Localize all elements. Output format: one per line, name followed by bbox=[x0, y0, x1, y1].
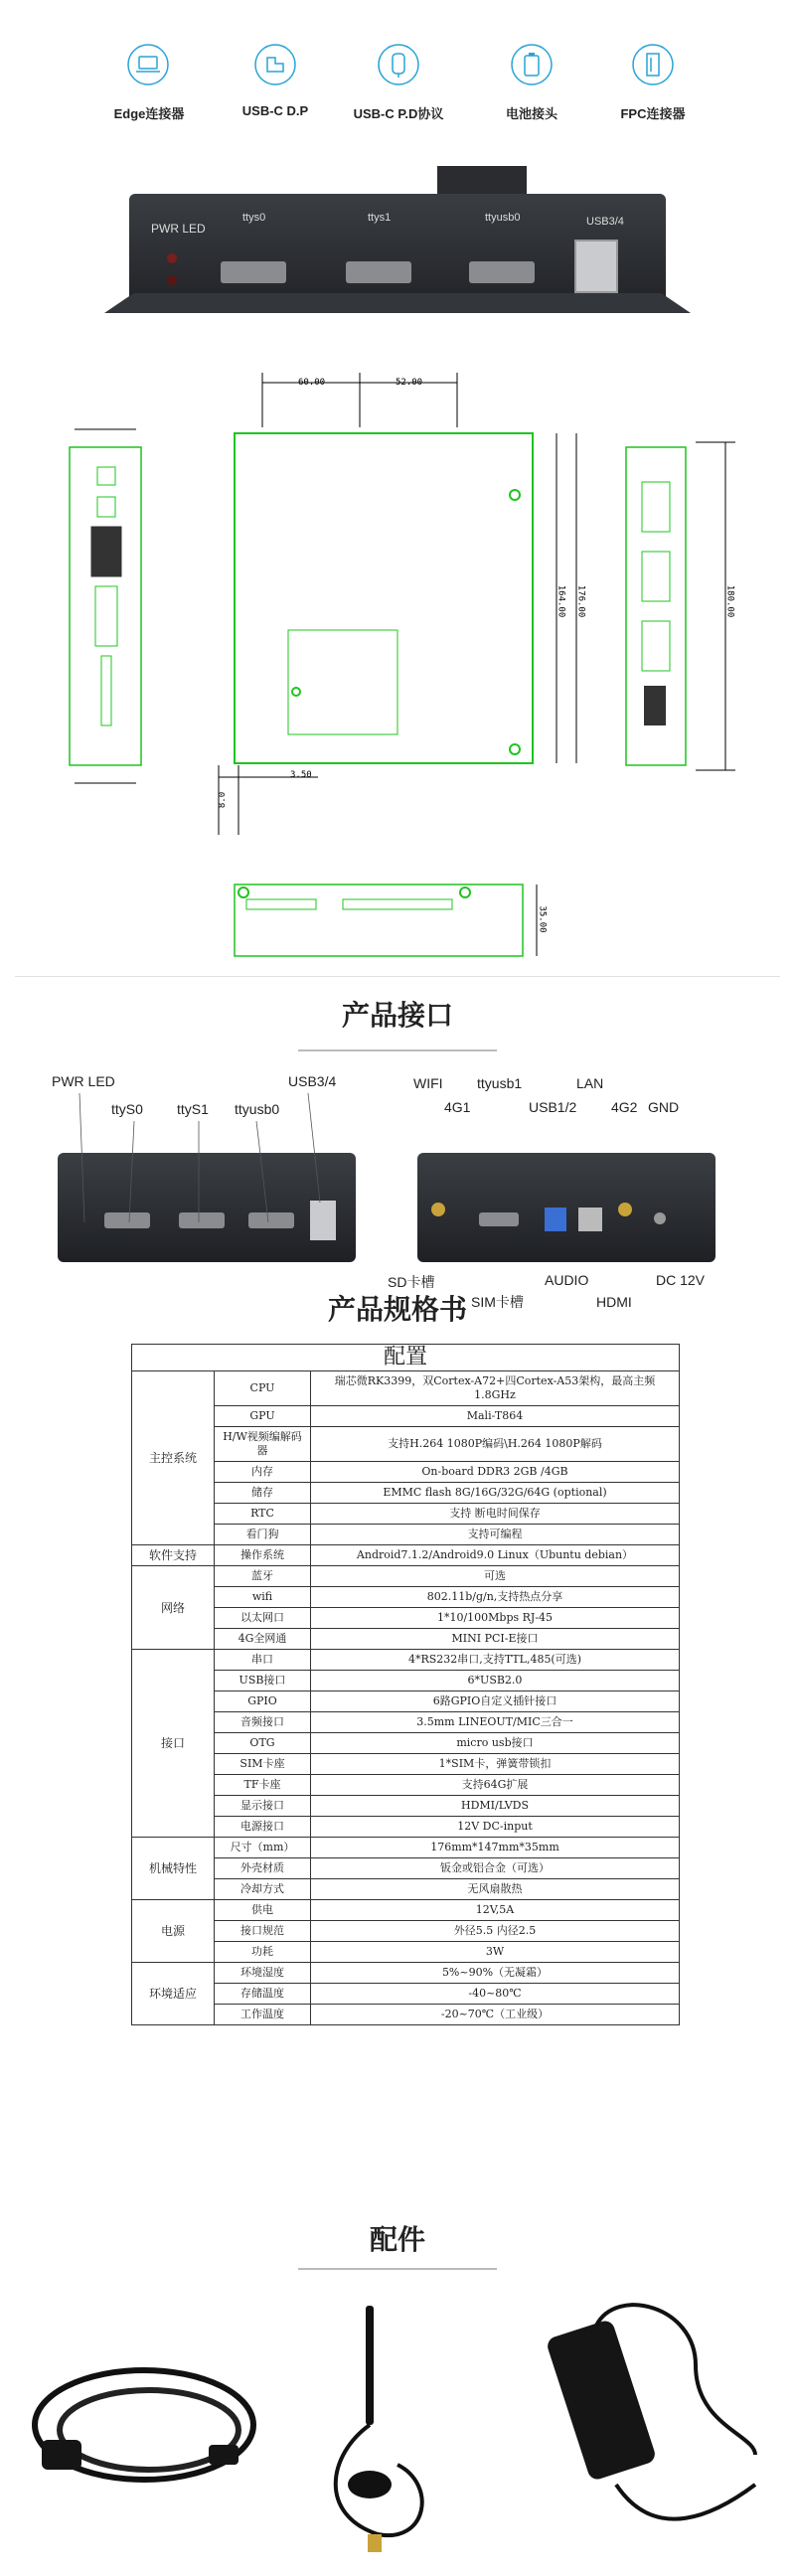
spec-item: 储存 bbox=[215, 1483, 311, 1504]
top-view bbox=[219, 373, 576, 835]
spec-value: 无风扇散热 bbox=[311, 1879, 680, 1900]
spec-value: 可选 bbox=[311, 1566, 680, 1587]
spec-value: 支持H.264 1080P编码\H.264 1080P解码 bbox=[311, 1427, 680, 1462]
spec-category: 环境适应 bbox=[132, 1963, 215, 2025]
spec-value: 12V,5A bbox=[311, 1900, 680, 1921]
spec-category: 机械特性 bbox=[132, 1838, 215, 1900]
spec-row bbox=[132, 1427, 680, 1462]
divider bbox=[298, 2268, 497, 2270]
spec-item: 供电 bbox=[215, 1900, 311, 1921]
serial-port bbox=[469, 261, 535, 283]
laptop-icon bbox=[127, 44, 169, 85]
left-side-view bbox=[70, 429, 141, 783]
accessories-illustration bbox=[0, 2286, 795, 2571]
spec-row bbox=[132, 1650, 680, 1671]
spec-row bbox=[132, 1733, 680, 1754]
port-label: ttyS0 bbox=[111, 1101, 143, 1117]
spec-item: GPU bbox=[215, 1406, 311, 1427]
spec-value: 1*10/100Mbps RJ-45 bbox=[311, 1608, 680, 1629]
spec-value: -20~70℃（工业级） bbox=[311, 2005, 680, 2025]
spec-item: OTG bbox=[215, 1733, 311, 1754]
spec-item: 电源接口 bbox=[215, 1817, 311, 1838]
port-label: DC 12V bbox=[656, 1272, 706, 1288]
spec-row bbox=[132, 1775, 680, 1796]
spec-item: 以太网口 bbox=[215, 1608, 311, 1629]
spec-item: USB接口 bbox=[215, 1671, 311, 1691]
serial-port bbox=[221, 261, 286, 283]
port-label: GND bbox=[648, 1099, 680, 1115]
spec-value: 3W bbox=[311, 1942, 680, 1963]
spec-row bbox=[132, 1963, 680, 1984]
antenna-image bbox=[336, 2306, 422, 2552]
connector-label: Edge连接器 bbox=[113, 106, 185, 121]
port-label: ttys1 bbox=[368, 212, 392, 224]
spec-item: 外壳材质 bbox=[215, 1858, 311, 1879]
spec-row bbox=[132, 1796, 680, 1817]
spec-row bbox=[132, 1879, 680, 1900]
spec-category: 网络 bbox=[132, 1566, 215, 1650]
right-side-view bbox=[626, 442, 735, 770]
front-panel-photo bbox=[99, 154, 696, 343]
spec-category: 电源 bbox=[132, 1900, 215, 1963]
spec-item: 存储温度 bbox=[215, 1984, 311, 2005]
spec-value: 6路GPIO自定义插针接口 bbox=[311, 1691, 680, 1712]
spec-item: 内存 bbox=[215, 1462, 311, 1483]
spec-item: 蓝牙 bbox=[215, 1566, 311, 1587]
spec-value: 支持64G扩展 bbox=[311, 1775, 680, 1796]
connector-label: USB-C D.P bbox=[241, 103, 309, 118]
spec-item: 音频接口 bbox=[215, 1712, 311, 1733]
spec-row bbox=[132, 1483, 680, 1504]
spec-value: 4*RS232串口,支持TTL,485(可选) bbox=[311, 1650, 680, 1671]
spec-row bbox=[132, 2005, 680, 2025]
spec-value: 外径5.5 内径2.5 bbox=[311, 1921, 680, 1942]
spec-item: CPU bbox=[215, 1371, 311, 1406]
spec-row bbox=[132, 1406, 680, 1427]
spec-row bbox=[132, 1462, 680, 1483]
spec-value: EMMC flash 8G/16G/32G/64G (optional) bbox=[311, 1483, 680, 1504]
spec-value: 钣金或铝合金（可选） bbox=[311, 1858, 680, 1879]
battery-icon bbox=[511, 44, 553, 85]
spec-row bbox=[132, 1900, 680, 1921]
accessories-area bbox=[0, 2286, 795, 2571]
spec-item: H/W视频编解码器 bbox=[215, 1427, 311, 1462]
spec-item: 串口 bbox=[215, 1650, 311, 1671]
spec-row bbox=[132, 1817, 680, 1838]
fpc-icon bbox=[632, 44, 674, 85]
port-label: SIM卡槽 bbox=[471, 1294, 524, 1310]
led-indicator bbox=[167, 253, 177, 263]
rear-panel-image bbox=[417, 1153, 716, 1262]
connector-label: USB-C P.D协议 bbox=[353, 106, 444, 121]
spec-value: 176mm*147mm*35mm bbox=[311, 1838, 680, 1858]
dimension-label: 164.00 bbox=[556, 584, 566, 618]
spec-table bbox=[131, 1344, 680, 2025]
usb-label: USB3/4 bbox=[586, 216, 624, 228]
spec-item: 冷却方式 bbox=[215, 1879, 311, 1900]
power-cord-image bbox=[35, 2370, 253, 2480]
spec-value: 支持 断电时间保存 bbox=[311, 1504, 680, 1525]
spec-value: Android7.1.2/Android9.0 Linux（Ubuntu debian） bbox=[311, 1545, 680, 1566]
spec-item: GPIO bbox=[215, 1691, 311, 1712]
spec-row bbox=[132, 1587, 680, 1608]
spec-row bbox=[132, 1545, 680, 1566]
dimension-label: 35.00 bbox=[537, 905, 548, 933]
spec-row bbox=[132, 1712, 680, 1733]
serial-port bbox=[346, 261, 411, 283]
spec-row bbox=[132, 1921, 680, 1942]
spec-row bbox=[132, 1608, 680, 1629]
spec-item: 工作温度 bbox=[215, 2005, 311, 2025]
spec-item: 接口规范 bbox=[215, 1921, 311, 1942]
port-label: USB1/2 bbox=[529, 1099, 577, 1115]
spec-value: 12V DC-input bbox=[311, 1817, 680, 1838]
spec-row bbox=[132, 1629, 680, 1650]
spec-item: 尺寸（mm） bbox=[215, 1838, 311, 1858]
section-title-accessories: 配件 bbox=[369, 2224, 425, 2255]
spec-item: 环境湿度 bbox=[215, 1963, 311, 1984]
spec-row bbox=[132, 1566, 680, 1587]
power-adapter-image bbox=[546, 2305, 755, 2518]
connector-label: 电池接头 bbox=[505, 106, 557, 121]
usb-c-pd-icon bbox=[378, 44, 419, 85]
section-title-interface: 产品接口 bbox=[341, 1000, 453, 1031]
spec-row bbox=[132, 1691, 680, 1712]
spec-item: 4G全网通 bbox=[215, 1629, 311, 1650]
spec-item: 操作系统 bbox=[215, 1545, 311, 1566]
spec-row bbox=[132, 1371, 680, 1406]
mechanical-drawing bbox=[0, 368, 795, 964]
led-indicator bbox=[167, 275, 177, 285]
spec-row bbox=[132, 1525, 680, 1545]
spec-item: wifi bbox=[215, 1587, 311, 1608]
port-label: SD卡槽 bbox=[388, 1274, 435, 1290]
spec-value: 802.11b/g/n,支持热点分享 bbox=[311, 1587, 680, 1608]
dimension-label: 52.00 bbox=[396, 378, 423, 388]
connector-label: FPC连接器 bbox=[620, 106, 686, 121]
spec-value: 1*SIM卡，弹簧带锁扣 bbox=[311, 1754, 680, 1775]
divider bbox=[298, 1049, 497, 1051]
dimension-label: 180.00 bbox=[724, 584, 735, 618]
spec-row bbox=[132, 1671, 680, 1691]
spec-row bbox=[132, 1504, 680, 1525]
port-label: ttyusb1 bbox=[477, 1075, 523, 1091]
port-label: LAN bbox=[576, 1075, 604, 1091]
spec-value: 支持可编程 bbox=[311, 1525, 680, 1545]
port-label: ttyusb0 bbox=[485, 212, 521, 224]
connector-icon-row bbox=[0, 30, 795, 129]
spec-value: -40~80℃ bbox=[311, 1984, 680, 2005]
spec-value: micro usb接口 bbox=[311, 1733, 680, 1754]
front-view bbox=[235, 885, 537, 956]
pwr-led-label: PWR LED bbox=[151, 222, 206, 236]
spec-value: Mali-T864 bbox=[311, 1406, 680, 1427]
spec-value: On-board DDR3 2GB /4GB bbox=[311, 1462, 680, 1483]
spec-value: 3.5mm LINEOUT/MIC三合一 bbox=[311, 1712, 680, 1733]
spec-value: MINI PCI-E接口 bbox=[311, 1629, 680, 1650]
port-label: WIFI bbox=[413, 1075, 443, 1091]
spec-item: 显示接口 bbox=[215, 1796, 311, 1817]
dimension-label: 3.50 bbox=[290, 770, 312, 780]
dimension-label: 60.00 bbox=[298, 378, 326, 388]
spec-table-title: 配置 bbox=[132, 1345, 680, 1371]
spec-item: SIM卡座 bbox=[215, 1754, 311, 1775]
usb-c-dp-icon bbox=[254, 44, 296, 85]
port-label: ttyusb0 bbox=[235, 1101, 280, 1117]
divider bbox=[15, 976, 780, 977]
port-label: ttys0 bbox=[242, 212, 266, 224]
spec-row bbox=[132, 1858, 680, 1879]
spec-item: 功耗 bbox=[215, 1942, 311, 1963]
spec-category: 接口 bbox=[132, 1650, 215, 1838]
spec-value: 6*USB2.0 bbox=[311, 1671, 680, 1691]
port-label: 4G2 bbox=[611, 1099, 638, 1115]
section-title-spec: 产品规格书 bbox=[327, 1294, 467, 1325]
spec-row bbox=[132, 1984, 680, 2005]
spec-category: 主控系统 bbox=[132, 1371, 215, 1545]
spec-item: TF卡座 bbox=[215, 1775, 311, 1796]
port-label: PWR LED bbox=[52, 1073, 115, 1089]
dimension-label: 176.00 bbox=[575, 584, 586, 618]
spec-item: 看门狗 bbox=[215, 1525, 311, 1545]
spec-value: 瑞芯微RK3399，双Cortex-A72+四Cortex-A53架构，最高主频1.8GHz bbox=[311, 1371, 680, 1406]
spec-category: 软件支持 bbox=[132, 1545, 215, 1566]
usb-port bbox=[574, 240, 618, 293]
dimension-label: 8.0 bbox=[218, 791, 229, 809]
port-label: ttyS1 bbox=[177, 1101, 209, 1117]
spec-row bbox=[132, 1754, 680, 1775]
port-label: 4G1 bbox=[444, 1099, 471, 1115]
spec-row bbox=[132, 1942, 680, 1963]
spec-item: RTC bbox=[215, 1504, 311, 1525]
interface-photo bbox=[0, 1063, 795, 1312]
spec-value: 5%~90%（无凝霜） bbox=[311, 1963, 680, 1984]
spec-row bbox=[132, 1838, 680, 1858]
port-label: USB3/4 bbox=[288, 1073, 337, 1089]
port-label: HDMI bbox=[596, 1294, 632, 1310]
port-label: AUDIO bbox=[545, 1272, 589, 1288]
spec-value: HDMI/LVDS bbox=[311, 1796, 680, 1817]
